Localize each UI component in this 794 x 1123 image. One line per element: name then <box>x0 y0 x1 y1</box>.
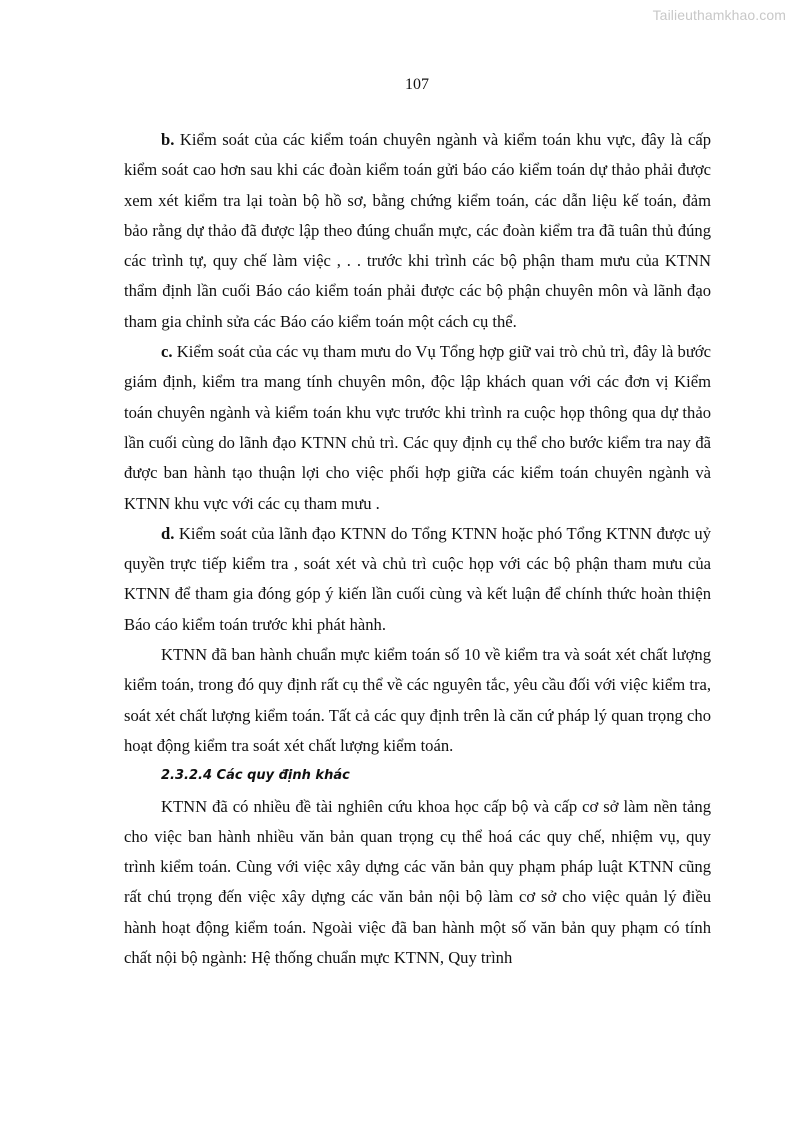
paragraph-marker: b. <box>161 130 175 149</box>
paragraph-research: KTNN đã có nhiều đề tài nghiên cứu khoa học cấp bộ và cấp cơ sở làm nền tảng cho việc ban hành nhiều văn bản quan trọng cụ thể hoá các quy chế, nhiệm vụ, quy trình kiểm toán. Cùng với việc xây dựng các văn bản quy phạm pháp luật KTNN cũng rất chú trọng đến việc xây dựng các văn bản nội bộ làm cơ sở cho việc quản lý điều hành hoạt động kiểm toán. Ngoài việc đã ban hành một số văn bản quy phạm có tính chất nội bộ ngành: Hệ thống chuẩn mực KTNN, Quy trình <box>124 796 711 968</box>
section-heading: 2.3.2.4 Các quy định khác <box>161 768 350 784</box>
paragraph-text: Kiểm soát của lãnh đạo KTNN do Tổng KTNN hoặc phó Tổng KTNN được uỷ quyền trực tiếp kiểm tra , soát xét và chủ trì cuộc họp với các bộ phận tham mưu của KTNN để tham gia đóng góp ý kiến lần cuối cùng và kết luận để chính thức hoàn thiện Báo cáo kiểm toán trước khi phát hành. <box>124 523 711 634</box>
paragraph-text: KTNN đã ban hành chuẩn mực kiểm toán số 10 về kiểm tra và soát xét chất lượng kiểm toán, trong đó quy định rất cụ thể về các nguyên tắc, yêu cầu đối với việc kiểm tra, soát xét chất lượng kiểm toán. Tất cả các quy định trên là căn cứ pháp lý quan trọng cho hoạt động kiểm tra soát xét chất lượng kiểm toán. <box>124 645 711 755</box>
paragraph-d <box>124 519 711 640</box>
paragraph-text: Kiểm soát của các kiểm toán chuyên ngành và kiểm toán khu vực, đây là cấp kiểm soát cao hơn sau khi các đoàn kiểm toán gửi báo cáo kiểm toán dự thảo phải được xem xét kiểm tra lại toàn bộ hồ sơ, bằng chứng kiểm toán, các dẫn liệu kế toán, đảm bảo rằng dự thảo đã được lập theo đúng chuẩn mực, các đoàn kiểm tra đã tuân thủ đúng các trình tự, quy chế làm việc , . . trước khi trình các bộ phận tham mưu của KTNN thẩm định lần cuối Báo cáo kiểm toán phải được các bộ phận chuyên môn và lãnh đạo tham gia chỉnh sửa các Báo cáo kiểm toán một cách cụ thể. <box>124 130 711 331</box>
page-number: 107 <box>405 76 429 93</box>
paragraph-marker: d. <box>161 523 175 543</box>
paragraph-b <box>124 125 711 337</box>
paragraph-marker: c. <box>161 342 173 362</box>
document-body <box>124 125 711 973</box>
paragraph-c <box>124 337 711 519</box>
watermark: Tailieuthamkhao.com <box>652 7 786 23</box>
paragraph-standard-10 <box>124 640 711 761</box>
paragraph-text: Kiểm soát của các vụ tham mưu do Vụ Tổng hợp giữ vai trò chủ trì, đây là bước giám định, kiểm tra mang tính chuyên môn, độc lập khách quan với các đơn vị Kiểm toán chuyên ngành và kiểm toán khu vực trước khi trình ra cuộc họp thông qua dự thảo lần cuối cùng do lãnh đạo KTNN chủ trì. Các quy định cụ thể cho bước kiểm tra nay đã được ban hành tạo thuận lợi cho việc phối hợp giữa các kiểm toán chuyên ngành và KTNN khu vực với các cụ tham mưu . <box>124 342 711 513</box>
